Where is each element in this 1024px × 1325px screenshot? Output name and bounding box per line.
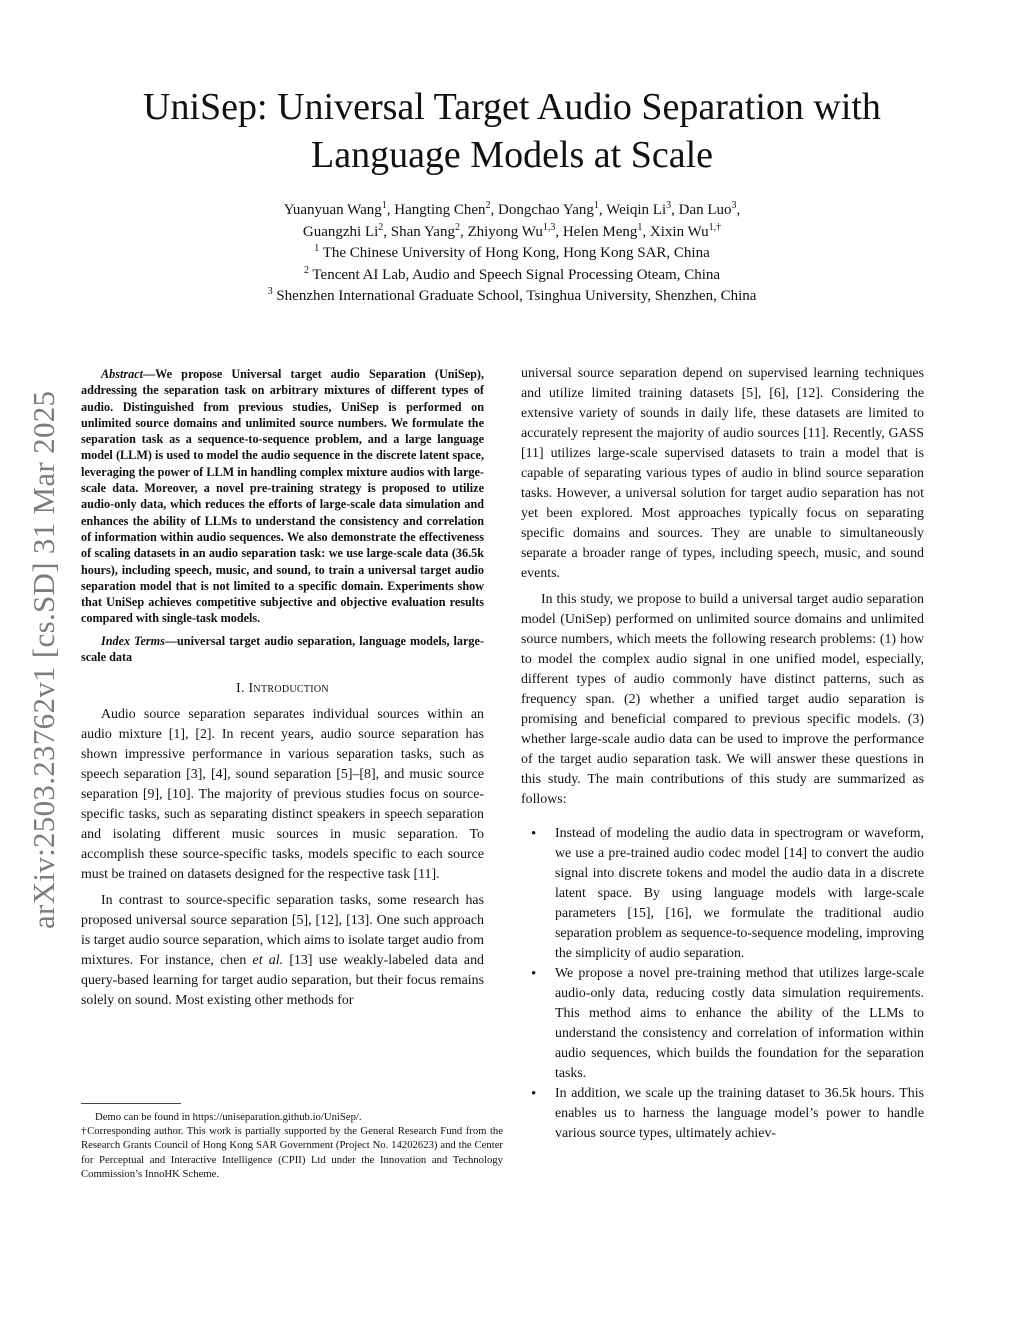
affiliation-mark: 2 (303, 264, 309, 276)
author-name: Hangting Chen (394, 202, 486, 218)
author-name: Helen Meng (562, 223, 638, 240)
affiliation-2 (110, 265, 914, 287)
author-name: Shan Yang (390, 223, 455, 240)
author-affil-mark: 2 (454, 221, 460, 233)
affiliation-text: Tencent AI Lab, Audio and Speech Signal Processing Oteam, China (312, 266, 721, 283)
index-terms-text: —universal target audio separation, language models, large-scale data (81, 633, 484, 665)
right-paragraph-1: universal source separation depend on supervised learning techniques and utilize limited training datasets [5], [6], [12]. Considering the extensive variety of sounds in daily life, these datasets are limited to accurately represent the majority of audio sources [11]. Recently, GASS [11] utilizes large-scale supervised datasets to train a model that is capable of separating various types of audio in blind source separation tasks. However, a universal solution for target audio separation has not yet been explored. Most approaches typically focus on separating specific domains and sources. They are unable to simultaneously separate a broader range of types, including speech, music, and sound events. (521, 366, 924, 581)
affiliation-text: Shenzhen International Graduate School, Tsinghua University, Shenzhen, China (276, 288, 757, 304)
intro-paragraph-2-part-b: [13] use weakly-labeled data and query-based learning for target audio separation, but their focus remains solely on sound. Most existing other methods for (81, 953, 484, 1009)
index-terms-label: Index Terms (101, 633, 165, 648)
author-affil-mark: 1 (381, 200, 387, 211)
affiliation-3 (110, 286, 914, 308)
author-name: Xixin Wu (649, 223, 709, 240)
contribution-item: • Instead of modeling the audio data in spectrogram or waveform, we use a pre-trained audio codec model [14] to convert the audio signal into discrete tokens and model the audio data in a discrete latent space. By using language models with large-scale parameters [15], [16], we formulate the traditional audio separation problem as sequence-to-sequence modeling, improving the simplicity of audio separation. (555, 824, 924, 964)
affiliation-text: The Chinese University of Hong Kong, Hong Kong SAR, China (322, 245, 710, 261)
author-name: Dongchao Yang (498, 202, 594, 218)
author-block (110, 200, 914, 308)
footnote-block (81, 1110, 503, 1181)
left-column (81, 366, 484, 1017)
index-terms (81, 633, 484, 666)
author-name: Weiqin Li (606, 202, 667, 218)
affiliation-mark: 3 (267, 286, 273, 297)
section-heading-introduction: I. Introduction (236, 681, 329, 697)
intro-paragraph-2-part-a: In contrast to source-specific separation tasks, some research has proposed universal source separation [5], [12], [13]. One such approach is target audio source separation, which aims to isolate target audio from mixtures. For instance, chen (81, 893, 484, 969)
author-affil-mark: 1 (637, 221, 643, 233)
author-name: Zhiyong Wu (467, 223, 543, 240)
author-name: Guangzhi Li (302, 223, 379, 240)
arxiv-identifier: arXiv:2503.23762v1 [cs.SD] 31 Mar 2025 (26, 390, 61, 930)
author-affil-mark: 3 (731, 200, 737, 211)
affiliation-mark: 1 (314, 243, 320, 254)
intro-paragraph-2 (81, 891, 484, 1011)
footnote-corresponding: †Corresponding author. This work is partially supported by the General Research Fund from the Research Grants Council of Hong Kong SAR Government (Project No. 14202623) and the Center for Perceptual and Interactive Intelligence (CPII) Ltd under the Innovation and Technology Commission’s InnoHK Scheme. (81, 1125, 503, 1180)
right-column (521, 364, 924, 1144)
abstract (81, 366, 484, 627)
paper-title: UniSep: Universal Target Audio Separation with Language Models at Scale (143, 86, 881, 176)
author-affil-mark: 3 (666, 200, 672, 211)
footnote-divider (81, 1103, 181, 1104)
intro-paragraph-1: Audio source separation separates individual sources within an audio mixture [1], [2]. In recent years, audio source separation has shown impressive performance in various separation tasks, such as speech separation [3], [4], sound separation [5]–[8], and music source separation [9], [10]. The majority of previous studies focus on source-specific tasks, such as separating distinct speakers in speech separation and isolating different music sources in music separation. To accomplish these source-specific tasks, models specific to each source must be trained on datasets designed for the respective task [11]. (81, 707, 484, 883)
abstract-text: —We propose Universal target audio Separation (UniSep), addressing the separation task on arbitrary mixtures of different types of audio. Distinguished from previous studies, UniSep is performed on unlimited source domains and unlimited source numbers. We formulate the separation task as a sequence-to-sequence problem, and a large language model (LLM) is used to model the audio sequence in the discrete latent space, leveraging the power of LLM in handling complex mixture audios with large-scale data. Moreover, a novel pre-training strategy is proposed to utilize audio-only data, which reduces the efforts of large-scale data simulation and enhances the ability of LLMs to understand the consistency and correlation of information within audio sequences. We also demonstrate the effectiveness of scaling datasets in an audio separation task: we use large-scale data (36.5k hours), including speech, music, and sound, to train a universal target audio separation model that is not limited to a specific domain. Experiments show that UniSep achieves competitive subjective and objective evaluation results compared with single-task models. (81, 367, 484, 626)
author-name: Dan Luo (678, 202, 732, 218)
author-affil-mark: 2 (485, 200, 491, 211)
author-line-1: Yuanyuan Wang$^1$, Hangting Chen$^2$, Dongchao Yang$^1$, Weiqin Li$^3$, Dan Luo$^3$, (283, 200, 741, 218)
author-affil-mark: 1,3 (542, 221, 556, 233)
contributions-list (521, 824, 924, 1144)
contribution-item: • In addition, we scale up the training dataset to 36.5k hours. This enables us to harness the language model’s power to handle various source types, ultimately achiev- (555, 1084, 924, 1144)
affiliation-1 (110, 243, 914, 265)
citation-et-al: et al. (252, 953, 284, 969)
footnote-demo: Demo can be found in https://uniseparation.github.io/UniSep/. (95, 1111, 362, 1123)
author-affil-mark: 2 (378, 221, 384, 233)
contribution-item: • We propose a novel pre-training method that utilizes large-scale audio-only data, reducing costly data simulation requirements. This method aims to enhance the ability of the LLMs to understand the consistency and correlation of information within audio sequences, which builds the foundation for the separation tasks. (555, 964, 924, 1084)
author-name: Yuanyuan Wang (283, 202, 382, 218)
author-affil-mark: 1,† (708, 221, 722, 233)
author-affil-mark: 1 (593, 200, 599, 211)
right-paragraph-2: In this study, we propose to build a universal target audio separation model (UniSep) performed on unlimited source domains and unlimited source numbers, which meets the following research problems: (1) how to model the complex audio signal in one unified model, especially, different types of audio commonly have distinct patterns, such as frequency span. (2) whether a unified target audio separation is promising and beneficial compared to previous specific models. (3) whether large-scale audio data can be used to improve the performance of the target audio separation task. We will answer these questions in this study. The main contributions of this study are summarized as follows: (521, 592, 924, 807)
author-line-2: Guangzhi Li$^2$, Shan Yang$^2$, Zhiyong Wu$^{1,3}$, Helen Meng$^1$, Xixin $Wu^{1,\dagger}$ (302, 221, 722, 240)
abstract-label: Abstract (101, 367, 143, 381)
